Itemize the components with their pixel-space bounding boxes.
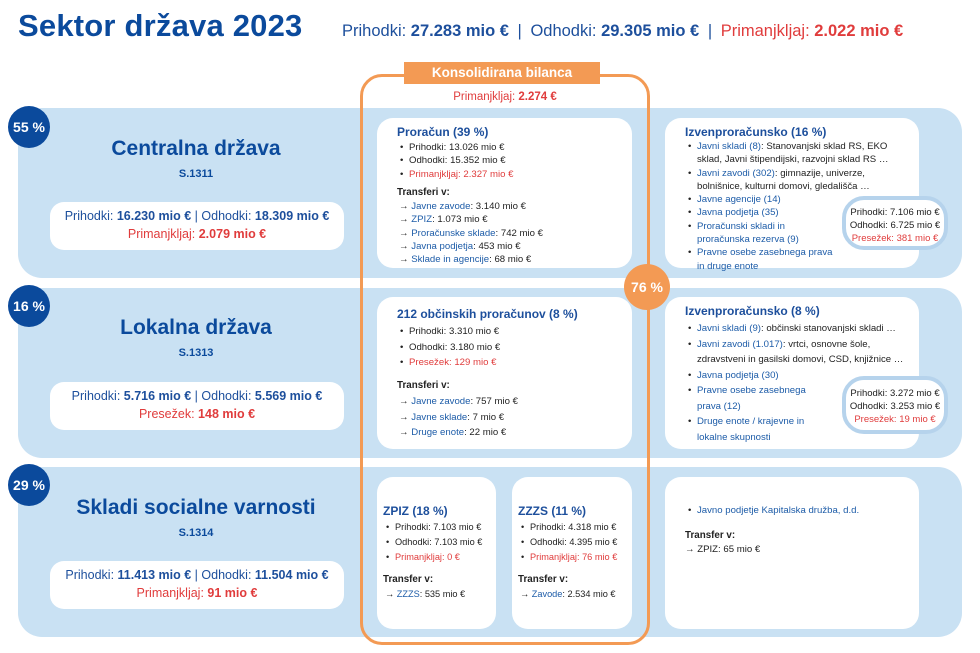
- totals-social: Prihodki: 11.413 mio € | Odhodki: 11.504 mio € Primanjkljaj: 91 mio €: [50, 561, 344, 609]
- bubble-bal: Presežek: 19 mio €: [854, 414, 936, 425]
- item-line: [687, 321, 903, 337]
- item-line: [687, 140, 888, 153]
- share-badge-local: 16 %: [8, 285, 50, 327]
- transfer-value: : 535 mio €: [419, 589, 466, 599]
- item-revenue: • Prihodki: 13.026 mio €: [399, 141, 514, 154]
- bubble-exp: Odhodki: 6.725 mio €: [849, 220, 941, 231]
- summary-def-value: 2.022 mio €: [814, 22, 904, 40]
- item-link[interactable]: Proračunski skladi in: [697, 220, 785, 232]
- totals-rev-value: 5.716 mio €: [123, 389, 192, 403]
- item-link[interactable]: Pravne osebe zasebnega prava: [697, 247, 833, 259]
- transfer-link[interactable]: ZZZS: [396, 589, 420, 599]
- consolidated-deficit-label: Primanjkljaj:: [453, 91, 516, 103]
- transfer-value: : 1.073 mio €: [432, 214, 488, 226]
- transfer-item: → ZPIZ: 65 mio €: [685, 544, 761, 555]
- transfer-link[interactable]: Javne sklade: [411, 411, 468, 423]
- transfers-label: Transfer v:: [383, 574, 434, 585]
- card-kad: [665, 477, 919, 629]
- share-badge-social: 29 %: [8, 464, 50, 506]
- totals-exp-label: Odhodki:: [201, 389, 252, 403]
- row-code-local: S.1313: [178, 347, 214, 359]
- transfer-value: : 7 mio €: [467, 411, 505, 423]
- item-link[interactable]: Pravne osebe zasebnega: [697, 385, 806, 396]
- item-line: [687, 153, 888, 166]
- totals-rev-label: Prihodki:: [64, 209, 114, 223]
- item-text: sklad, Javni štipendijski, razvojni sklad RS …: [697, 154, 889, 166]
- item-line: [687, 180, 888, 193]
- item-text: : vrtci, osnovne šole,: [782, 338, 871, 350]
- consolidated-share-badge: 76 %: [624, 264, 670, 310]
- transfer-value: : 3.140 mio €: [470, 201, 526, 212]
- arrow-icon: →: [399, 411, 409, 423]
- consolidated-label: Konsolidirana bilanca: [404, 62, 600, 84]
- totals-bal-label: Primanjkljaj:: [127, 227, 196, 241]
- totals-rev-value: 16.230 mio €: [116, 209, 192, 223]
- summary-rev-label: Prihodki:: [342, 22, 407, 40]
- item-link[interactable]: Javni skladi (8): [697, 141, 761, 152]
- bubble-central: [842, 196, 948, 250]
- item-expense: • Odhodki: 15.352 mio €: [399, 154, 514, 167]
- totals-bal-label: Presežek:: [138, 407, 195, 421]
- item-text: : gimnazije, univerze,: [774, 167, 865, 179]
- item-line: [687, 352, 903, 368]
- item-line: [687, 260, 888, 273]
- consolidated-frame: [360, 74, 650, 645]
- bubble-rev: Prihodki: 3.272 mio €: [850, 388, 940, 399]
- transfer-link[interactable]: Druge enote: [411, 427, 465, 438]
- summary-exp-value: 29.305 mio €: [601, 22, 700, 40]
- row-name-central: Centralna država: [111, 137, 281, 160]
- item-text: : občinski stanovanjski skladi …: [760, 323, 896, 334]
- arrow-icon: →: [399, 201, 409, 212]
- summary-sep-1: |: [517, 22, 522, 40]
- transfer-link[interactable]: Javna podjetja: [411, 240, 474, 252]
- totals-exp-label: Odhodki:: [201, 209, 252, 223]
- row-name-local: Lokalna država: [120, 316, 272, 339]
- item-balance: • Presežek: 129 mio €: [399, 355, 500, 371]
- card-title: Izvenproračunsko (16 %): [685, 125, 827, 139]
- summary-sep-2: |: [707, 22, 713, 40]
- card-title: ZZZS (11 %): [518, 504, 587, 518]
- summary-exp-label: Odhodki:: [530, 22, 597, 40]
- totals-exp-value: 5.569 mio €: [254, 389, 323, 403]
- arrow-icon: →: [399, 396, 409, 407]
- item-link[interactable]: Druge enote / krajevne in: [697, 416, 805, 427]
- item-expense: • Odhodki: 3.180 mio €: [399, 340, 500, 356]
- transfers-label: Transfer v:: [518, 574, 569, 585]
- arrow-icon: →: [399, 427, 409, 438]
- transfers-label: Transferi v:: [397, 187, 450, 198]
- arrow-icon: →: [399, 227, 409, 239]
- transfer-link[interactable]: Sklade in agencije: [411, 254, 490, 266]
- item-text: bolnišnice, kulturni domovi, gledališča …: [697, 180, 870, 192]
- totals-exp-value: 18.309 mio €: [254, 209, 330, 223]
- bubble-rev: Prihodki: 7.106 mio €: [850, 207, 940, 218]
- transfer-value: : 2.534 mio €: [562, 589, 616, 599]
- item-link[interactable]: Javni skladi (9): [697, 323, 761, 334]
- transfers-label: Transferi v:: [397, 380, 450, 391]
- item-revenue: • Prihodki: 7.103 mio €: [385, 520, 482, 535]
- item-line: [687, 167, 888, 180]
- item-link[interactable]: lokalne skupnosti: [697, 431, 771, 443]
- totals-bal-value: 148 mio €: [198, 407, 256, 421]
- card-title: 212 občinskih proračunov (8 %): [397, 307, 578, 321]
- item-revenue: • Prihodki: 3.310 mio €: [399, 324, 500, 340]
- card-items: [687, 504, 859, 517]
- transfer-link[interactable]: ZPIZ: [411, 214, 433, 226]
- item-expense: • Odhodki: 7.103 mio €: [385, 535, 482, 550]
- consolidated-deficit: [360, 91, 650, 103]
- transfer-value: : 68 mio €: [489, 254, 532, 266]
- item-link[interactable]: in druge enote: [697, 260, 759, 272]
- arrow-icon: →: [385, 589, 395, 599]
- item-link[interactable]: Javni zavodi (302): [697, 167, 775, 179]
- item-text: zdravstveni in gasilski domovi, CSD, knjižnice …: [697, 354, 904, 365]
- item-link[interactable]: prava (12): [697, 400, 741, 412]
- summary-rev-value: 27.283 mio €: [410, 22, 509, 40]
- totals-bal-value: 2.079 mio €: [198, 227, 267, 241]
- totals-rev-label: Prihodki:: [71, 389, 121, 403]
- item-expense: • Odhodki: 4.395 mio €: [520, 535, 617, 550]
- item-balance: • Primanjkljaj: 0 €: [385, 550, 482, 565]
- transfer-value: : 22 mio €: [464, 427, 507, 438]
- totals-rev-value: 11.413 mio €: [117, 568, 192, 582]
- totals-central: Prihodki: 16.230 mio € | Odhodki: 18.309 mio € Primanjkljaj: 2.079 mio €: [50, 202, 344, 250]
- transfer-value: : 757 mio €: [470, 396, 518, 407]
- transfer-link[interactable]: Javne zavode: [411, 201, 471, 212]
- transfer-link[interactable]: Zavode: [531, 589, 563, 599]
- item-link[interactable]: Javne agencije (14): [697, 194, 781, 206]
- consolidated-deficit-value: 2.274 €: [518, 91, 557, 103]
- item-link[interactable]: Javna podjetja (35): [697, 207, 779, 219]
- arrow-icon: →: [520, 589, 530, 599]
- page-title: Sektor država 2023: [18, 8, 303, 43]
- row-code-central: S.1311: [178, 168, 214, 180]
- item-link[interactable]: Javni zavodi (1.017): [697, 338, 783, 350]
- item-link[interactable]: Javna podjetja (30): [697, 369, 779, 381]
- item-balance: • Primanjkljaj: 2.327 mio €: [399, 168, 514, 181]
- totals-exp-label: Odhodki:: [201, 568, 252, 582]
- card-title: Proračun (39 %): [397, 125, 489, 139]
- totals-bal-value: 91 mio €: [207, 586, 258, 600]
- arrow-icon: →: [399, 214, 409, 226]
- totals-exp-value: 11.504 mio €: [254, 568, 329, 582]
- totals-rev-label: Prihodki:: [65, 568, 115, 582]
- totals-local: Prihodki: 5.716 mio € | Odhodki: 5.569 mio € Presežek: 148 mio €: [50, 382, 344, 430]
- item-link[interactable]: proračunska rezerva (9): [697, 234, 799, 246]
- item-balance: • Primanjkljaj: 76 mio €: [520, 550, 617, 565]
- transfer-link[interactable]: Javne zavode: [411, 396, 471, 407]
- card-title: ZPIZ (18 %): [383, 504, 448, 518]
- summary-def-label: Primanjkljaj:: [720, 22, 810, 40]
- transfer-link[interactable]: Proračunske sklade: [411, 227, 496, 239]
- transfer-value: : 453 mio €: [473, 240, 521, 252]
- row-name-social: Skladi socialne varnosti: [76, 496, 316, 519]
- transfers-label: Transfer v:: [685, 530, 736, 541]
- item-revenue: • Prihodki: 4.318 mio €: [520, 520, 617, 535]
- row-code-social: S.1314: [178, 527, 214, 539]
- arrow-icon: →: [399, 240, 409, 252]
- bubble-local: [842, 376, 948, 434]
- item-link[interactable]: • Javno podjetje Kapitalska družba, d.d.: [687, 504, 859, 517]
- card-title: Izvenproračunsko (8 %): [685, 304, 820, 318]
- bubble-exp: Odhodki: 3.253 mio €: [849, 401, 941, 412]
- item-line: [687, 337, 903, 353]
- item-text: : Stanovanjski sklad RS, EKO: [760, 141, 888, 152]
- bubble-bal: Presežek: 381 mio €: [851, 233, 939, 244]
- arrow-icon: →: [399, 254, 409, 266]
- transfer-value: : 742 mio €: [495, 227, 543, 239]
- totals-bal-label: Primanjkljaj:: [136, 586, 204, 600]
- share-badge-central: 55 %: [8, 106, 50, 148]
- summary-line: [342, 22, 903, 41]
